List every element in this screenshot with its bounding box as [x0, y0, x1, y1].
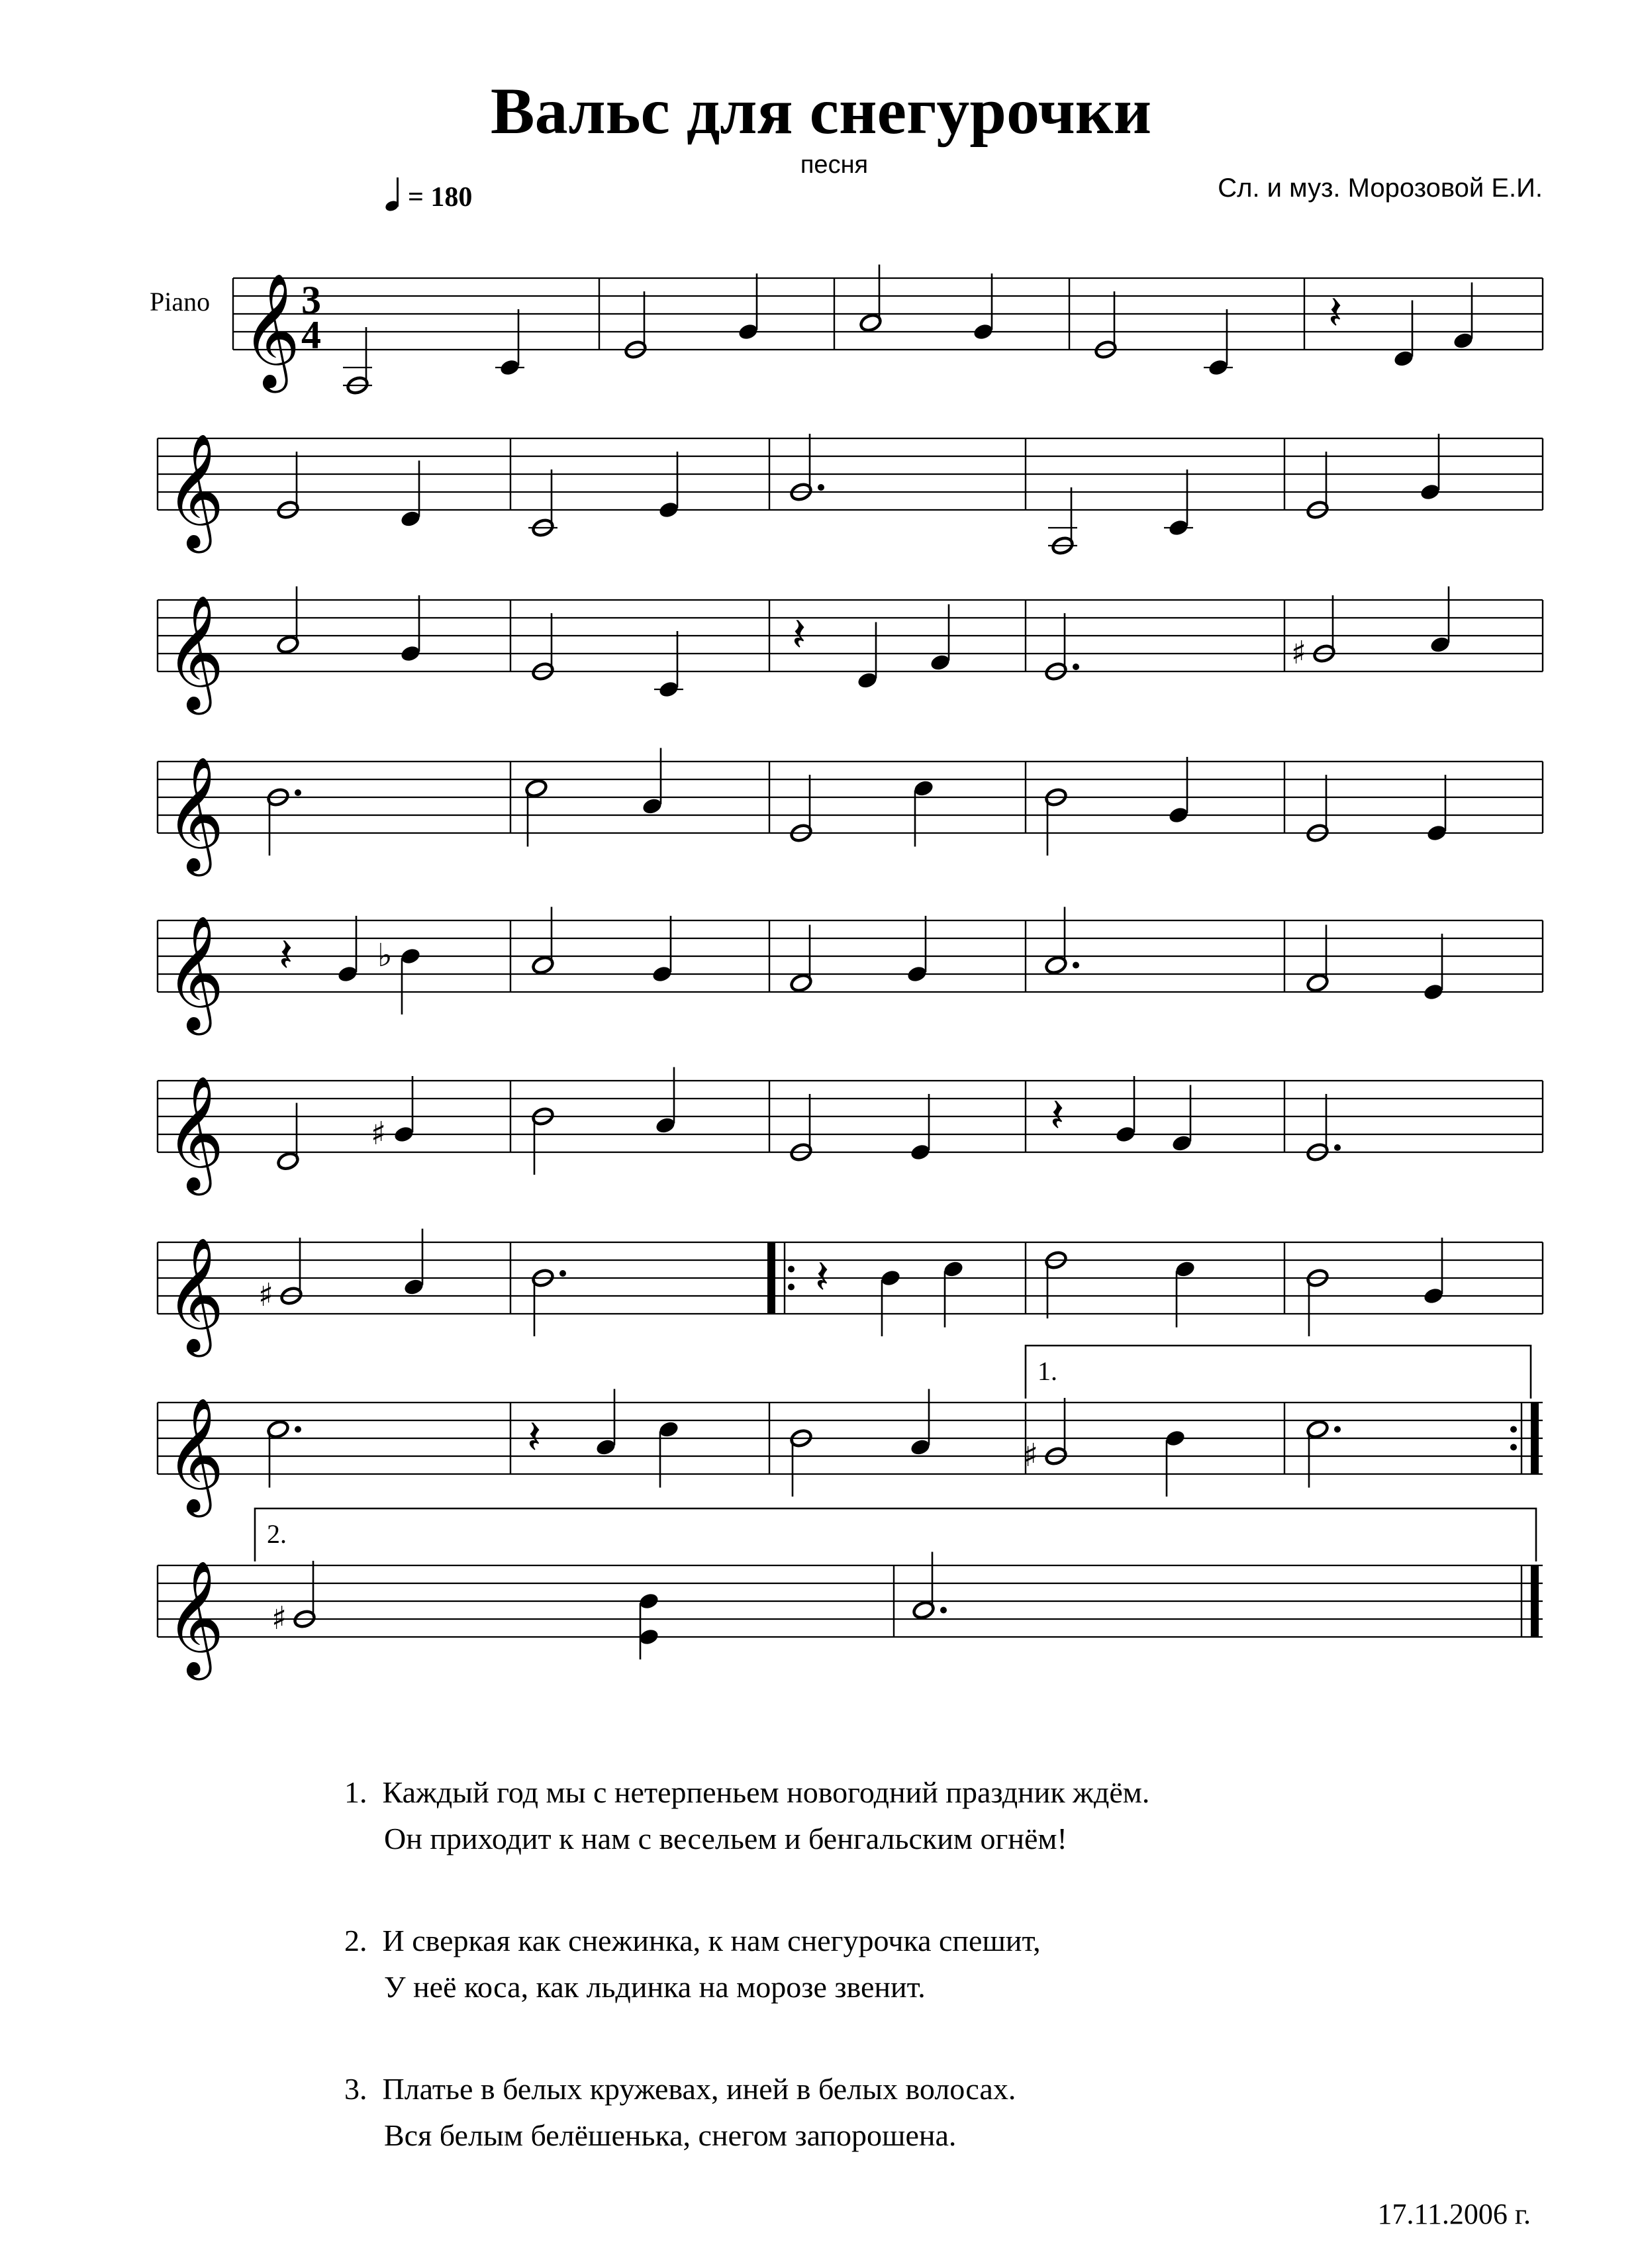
quarter-note — [595, 1389, 616, 1457]
half-note — [258, 1238, 303, 1314]
verse-line: Он приходит к нам с весельем и бенгальским огнём! — [384, 1822, 1067, 1855]
quarter-note — [856, 622, 878, 691]
svg-text:𝄞: 𝄞 — [166, 595, 224, 710]
quarter-note — [1452, 283, 1474, 351]
sharp-icon: ♯ — [258, 1277, 274, 1314]
verse-line: Каждый год мы с нетерпеньем новогодний праздник ждём. — [382, 1775, 1150, 1809]
svg-text:𝄞: 𝄞 — [166, 915, 224, 1030]
lyrics-verse — [344, 2066, 1149, 2159]
song-subtitle: песня — [800, 151, 869, 179]
svg-text:𝄞: 𝄞 — [166, 433, 224, 548]
quarter-note — [657, 452, 679, 520]
half-note — [276, 1103, 300, 1171]
verse-number: 3. — [344, 2072, 367, 2106]
quarter-note — [1392, 301, 1414, 369]
quarter-note — [972, 273, 994, 342]
quarter-note — [1425, 775, 1447, 843]
treble-clef-icon — [166, 756, 224, 877]
verse-number: 1. — [344, 1775, 367, 1809]
staff — [158, 1081, 1543, 1152]
sharp-icon: ♯ — [371, 1115, 387, 1152]
quarter-note — [641, 748, 663, 816]
half-note — [524, 778, 548, 846]
quarter-note — [906, 916, 928, 984]
quarter-note — [942, 1259, 964, 1328]
quarter-note — [336, 916, 358, 984]
treble-clef-icon — [166, 433, 224, 554]
verse-line: Платье в белых кружевах, иней в белых волосах. — [382, 2072, 1016, 2106]
quarter-note — [1419, 434, 1441, 502]
svg-text:𝄞: 𝄞 — [166, 756, 224, 871]
half-note — [1291, 595, 1336, 671]
time-sig-bottom: 4 — [301, 313, 321, 357]
quarter-note — [1174, 1259, 1196, 1328]
treble-clef-icon — [242, 273, 301, 393]
verse-line: Вся белым белёшенька, снегом запорошена. — [384, 2118, 957, 2152]
half-note — [789, 925, 813, 993]
svg-text:𝄞: 𝄞 — [166, 1237, 224, 1352]
quarter-note — [909, 1094, 931, 1162]
quarter-note — [1422, 1238, 1444, 1306]
repeat-dot — [788, 1266, 795, 1273]
svg-text:𝄞: 𝄞 — [166, 1075, 224, 1191]
quarter-note — [371, 1076, 415, 1152]
dot — [1334, 1144, 1341, 1151]
quarter-note — [638, 1591, 659, 1659]
staff — [158, 762, 1543, 833]
quarter-note — [1171, 1085, 1192, 1154]
staff — [158, 1242, 1543, 1314]
quarter-note — [377, 937, 422, 1014]
dot — [1334, 1426, 1341, 1433]
verse-number: 2. — [344, 1924, 367, 1957]
verse-line: У неё коса, как льдинка на морозе звенит. — [384, 1970, 926, 2004]
volta-bracket — [1026, 1346, 1531, 1399]
quarter-rest-icon: 𝄽 — [527, 1410, 542, 1464]
dot — [295, 789, 301, 796]
staff — [158, 1565, 1543, 1637]
quarter-rest-icon: 𝄽 — [1050, 1088, 1065, 1142]
quarter-note — [737, 273, 759, 342]
lyrics-verse — [344, 1918, 1149, 2010]
staff — [158, 1403, 1543, 1474]
dot — [1073, 962, 1079, 969]
half-note — [276, 587, 300, 655]
treble-clef-icon — [166, 1075, 224, 1196]
dotted-half-note — [1306, 1419, 1341, 1487]
quarter-note — [1164, 1428, 1186, 1497]
dotted-half-note — [1044, 907, 1079, 975]
volta-label: 1. — [1038, 1356, 1057, 1386]
lyrics-block — [344, 1769, 1149, 2214]
sharp-icon: ♯ — [271, 1600, 287, 1637]
quarter-note — [654, 1067, 676, 1136]
half-note — [859, 265, 883, 333]
date-stamp: 17.11.2006 г. — [1377, 2198, 1531, 2230]
dot — [940, 1607, 947, 1614]
staff — [158, 920, 1543, 992]
volta-label: 2. — [267, 1519, 287, 1549]
song-title: Вальс для снегурочки — [490, 74, 1152, 148]
quarter-rest-icon: 𝄽 — [279, 928, 293, 982]
treble-clef-icon — [166, 915, 224, 1036]
sharp-icon: ♯ — [1291, 634, 1307, 671]
quarter-note — [879, 1268, 901, 1336]
staff — [233, 278, 1543, 350]
quarter-note — [399, 595, 421, 664]
time-sig-top: 3 — [301, 278, 321, 322]
treble-clef-icon — [166, 1560, 224, 1681]
volta-bracket — [255, 1508, 1536, 1561]
quarter-note — [1114, 1076, 1136, 1144]
staff — [158, 600, 1543, 671]
quarter-note — [912, 779, 934, 847]
quarter-note — [399, 461, 421, 529]
half-note — [271, 1561, 316, 1637]
tempo-value: = 180 — [408, 182, 473, 213]
verse-line: И сверкая как снежинка, к нам снегурочка спешит, — [382, 1924, 1041, 1957]
dotted-half-note — [266, 1419, 301, 1487]
quarter-note — [1422, 934, 1444, 1002]
sharp-icon: ♯ — [1023, 1437, 1039, 1474]
treble-clef-icon — [166, 595, 224, 715]
quarter-note — [657, 1420, 679, 1488]
quarter-rest-icon: 𝄽 — [1328, 285, 1343, 340]
dot — [1073, 664, 1079, 670]
quarter-note — [403, 1229, 424, 1297]
quarter-rest-icon: 𝄽 — [792, 607, 806, 662]
quarter-note — [929, 605, 951, 673]
lyrics-verse — [344, 1769, 1149, 1862]
dot — [818, 484, 824, 491]
quarter-note — [1167, 757, 1189, 825]
quarter-note — [1429, 587, 1451, 655]
repeat-dot — [1510, 1444, 1517, 1451]
treble-clef-icon — [166, 1397, 224, 1518]
instrument-label: Piano — [150, 287, 211, 317]
flat-icon: ♭ — [377, 937, 393, 974]
repeat-dot — [788, 1284, 795, 1291]
quarter-rest-icon: 𝄽 — [815, 1250, 830, 1304]
quarter-note — [651, 916, 673, 984]
treble-clef-icon — [166, 1237, 224, 1357]
svg-text:𝄞: 𝄞 — [166, 1560, 224, 1675]
repeat-dot — [1510, 1426, 1517, 1433]
staff — [158, 438, 1543, 510]
dotted-half-note — [912, 1552, 947, 1620]
svg-text:𝄞: 𝄞 — [166, 1397, 224, 1512]
quarter-note — [909, 1389, 931, 1457]
half-note — [1023, 1398, 1068, 1474]
composer-credit: Сл. и муз. Морозовой Е.И. — [1218, 173, 1543, 203]
dot — [559, 1270, 566, 1277]
half-note — [1306, 925, 1329, 993]
svg-text:𝄞: 𝄞 — [242, 273, 301, 388]
dot — [295, 1426, 301, 1433]
half-note — [531, 907, 555, 975]
